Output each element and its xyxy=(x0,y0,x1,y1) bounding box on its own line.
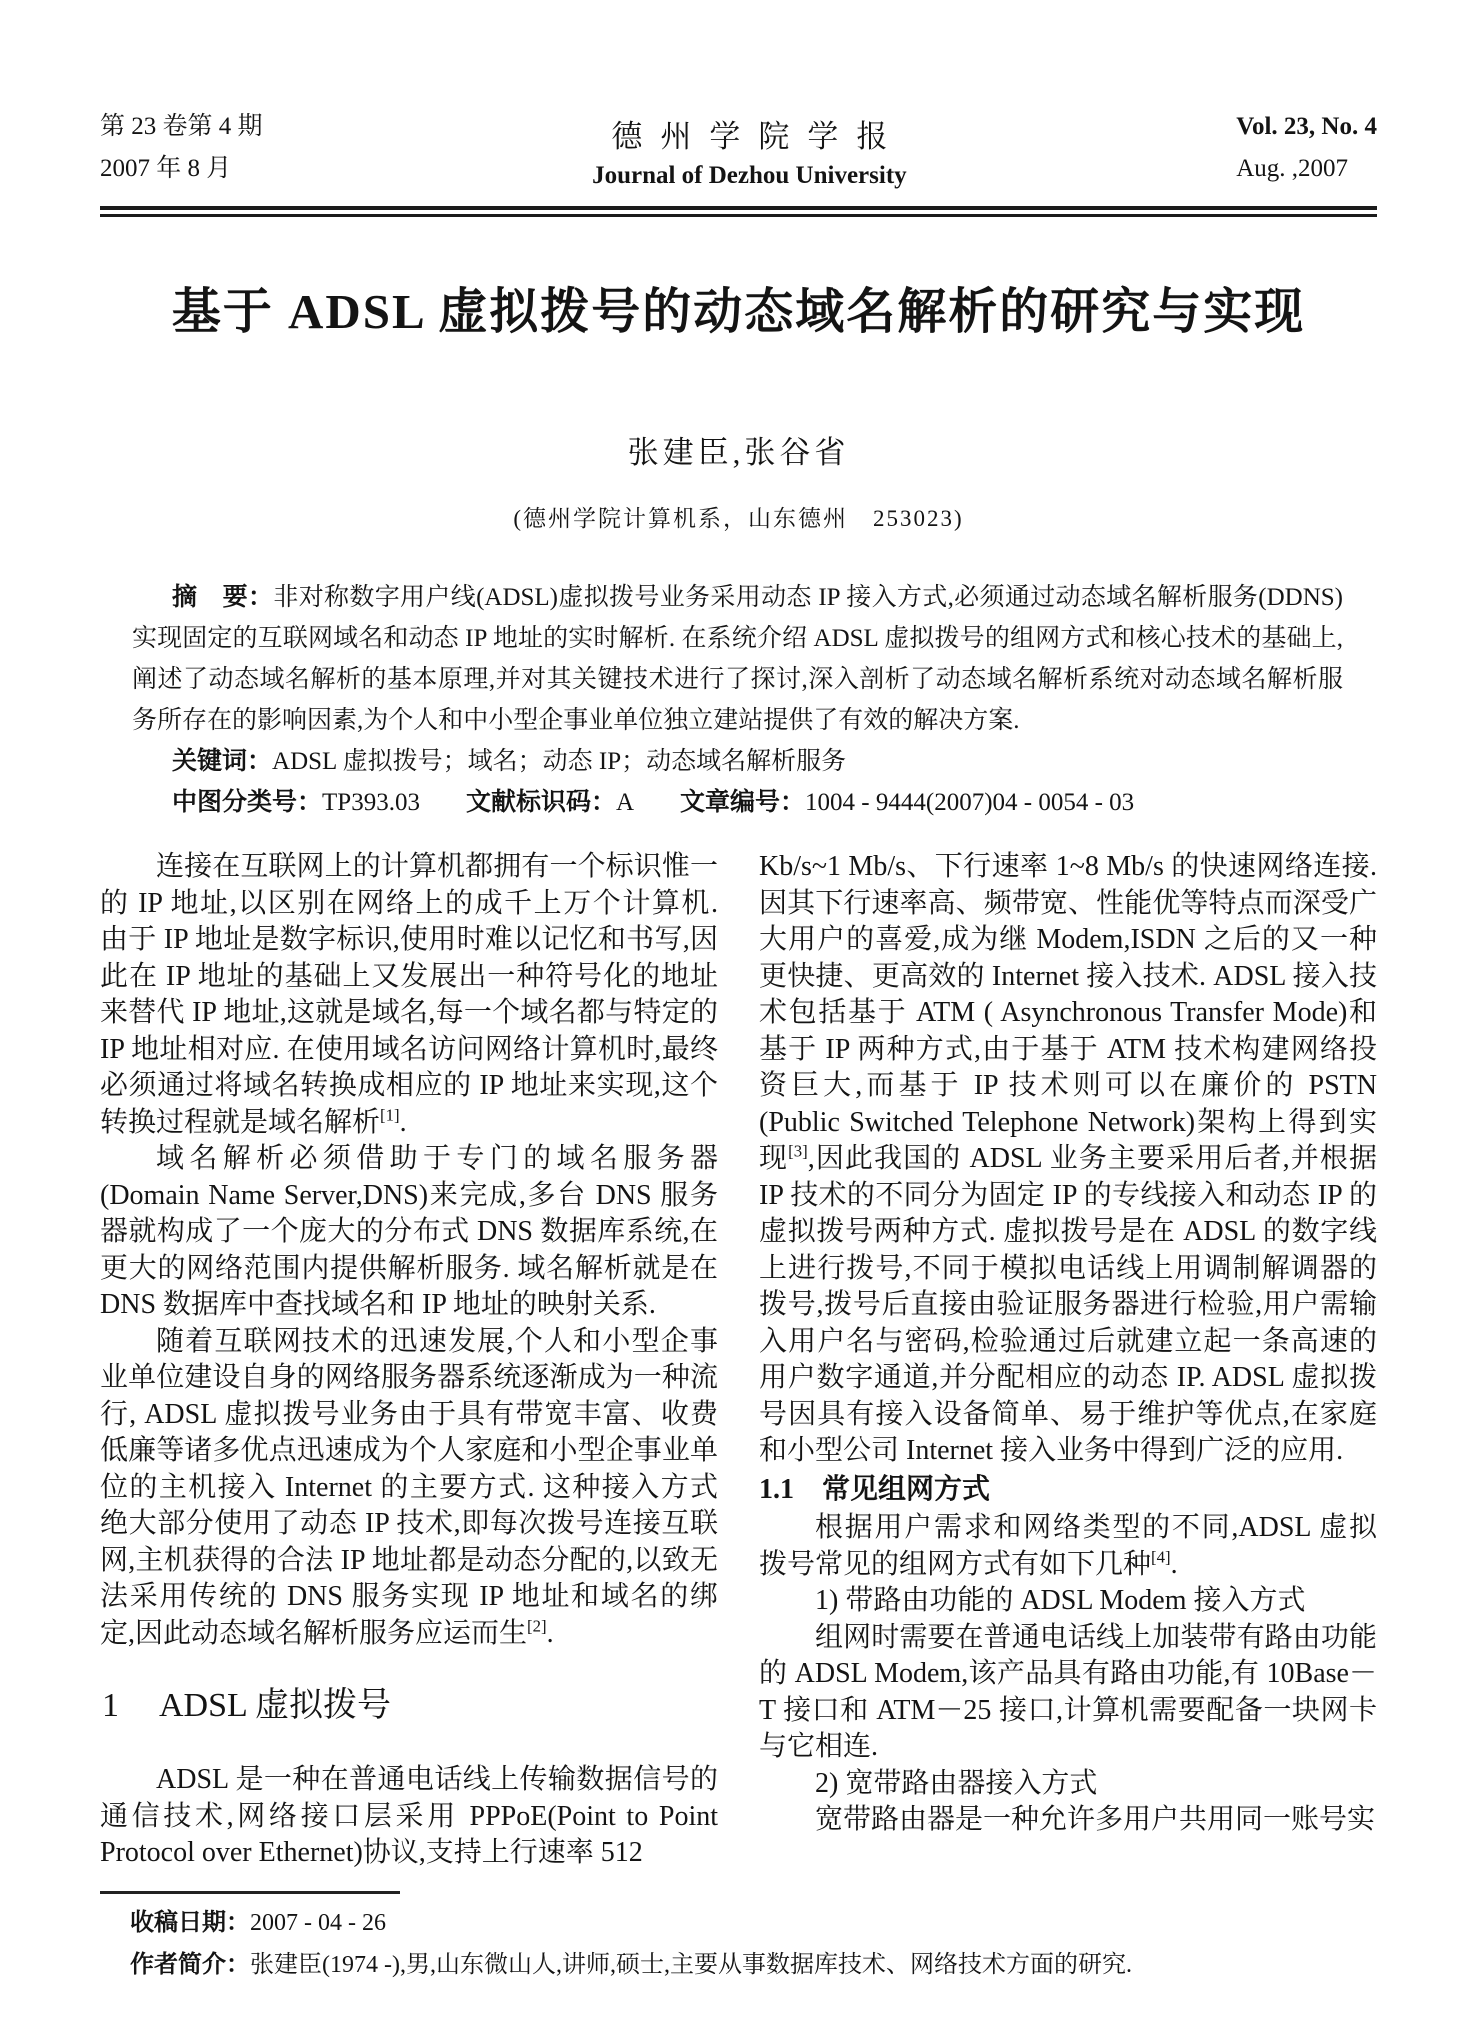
date-en: Aug. ,2007 xyxy=(1236,155,1349,182)
author-bio-line xyxy=(100,1944,1377,1986)
paragraph-router-mode: 宽带路由器是一种允许多用户共用同一账号实 xyxy=(815,1804,1376,1835)
footnote-area xyxy=(100,1891,1377,1986)
journal-name xyxy=(592,111,907,190)
article-id-value: 1004 - 9444(2007)04 - 0054 - 03 xyxy=(805,789,1135,816)
volume-issue-en: Vol. 23, No. 4 xyxy=(1236,113,1377,140)
header-issue-cn xyxy=(100,106,263,190)
paragraph-intro-ip: 连接在互联网上的计算机都拥有一个标识惟一的 IP 地址,以区别在网络上的成千上万个计算机. 由于 IP 地址是数字标识,使用时难以记忆和书写,因此在 IP 地址的基础上又发展出一种符号化的地址来替代 IP 地址,这就是域名,每一个域名都与特定的 IP 地址相对应. 在使用域名访问网络计算机时,最终必须通过将域名转换成相应的 IP 地址来实现,这个转换过程就是域名解析[1]. xyxy=(100,851,718,1138)
date-cn: 2007 年 8 月 xyxy=(100,155,232,182)
authors: 张建臣,张谷省 xyxy=(627,435,850,470)
section-heading-1-1: 1.1 常见组网方式 xyxy=(759,1473,991,1505)
section-heading-1: 1 ADSL 虚拟拨号 xyxy=(102,1687,392,1724)
received-date-line xyxy=(100,1902,1377,1944)
author-bio-text: 张建臣(1974 -),男,山东微山人,讲师,硕士,主要从事数据库技术、网络技术方面的研究. xyxy=(250,1952,1132,1978)
paragraph-adsl-intro: ADSL 是一种在普通电话线上传输数据信号的通信技术,网络接口层采用 PPPoE(Point to Point Protocol over Ethernet)协议,支持上行速率 512 xyxy=(100,1764,718,1868)
doc-code-value: A xyxy=(615,789,635,816)
paragraph-networking-modes: 根据用户需求和网络类型的不同,ADSL 虚拟拨号常见的组网方式有如下几种[4]. xyxy=(759,1512,1377,1580)
body-columns xyxy=(100,849,1377,1872)
paragraph-dynamic-ip: 随着互联网技术的迅速发展,个人和小型企事业单位建设自身的网络服务器系统逐渐成为一种流行, ADSL 虚拟拨号业务由于具有带宽丰富、收费低廉等诸多优点迅速成为个人家庭和小型企事业单位的主机接入 Internet 的主要方式. 这种接入方式绝大部分使用了动态 IP 技术,即每次拨号连接互联网,主机获得的合法 IP 地址都是动态分配的,以致无法采用传统的 DNS 服务实现 IP 地址和域名的绑定,因此动态域名解析服务应运而生[2]. xyxy=(100,1325,718,1649)
list-item-2: 2) 宽带路由器接入方式 xyxy=(815,1767,1098,1799)
header-issue-en xyxy=(1236,106,1377,190)
right-column xyxy=(759,849,1377,1872)
affiliation: (德州学院计算机系，山东德州 253023) xyxy=(513,506,964,531)
clc-label: 中图分类号： xyxy=(172,789,323,816)
received-date-label: 收稿日期： xyxy=(130,1910,250,1936)
list-item-1: 1) 带路由功能的 ADSL Modem 接入方式 xyxy=(815,1585,1306,1616)
volume-issue-cn: 第 23 卷第 4 期 xyxy=(100,113,263,140)
article-id-label: 文章编号： xyxy=(680,789,806,816)
paragraph-dns: 域名解析必须借助于专门的域名服务器(Domain Name Server,DNS)来完成,多台 DNS 服务器就构成了一个庞大的分布式 DNS 数据库系统,在更大的网络范围内提供解析服务. 域名解析就是在 DNS 数据库中查找域名和 IP 地址的映射关系. xyxy=(100,1143,718,1320)
journal-name-cn: 德州学院学报 xyxy=(611,119,906,154)
abstract-block xyxy=(132,577,1343,823)
paragraph-modem-mode: 组网时需要在普通电话线上加装带有路由功能的 ADSL Modem,该产品具有路由功能,有 10Base－T 接口和 ATM－25 接口,计算机需要配备一块网卡与它相连. xyxy=(759,1621,1377,1762)
footnote-divider xyxy=(100,1891,400,1894)
author-bio-label: 作者简介： xyxy=(130,1952,250,1978)
keywords-label: 关键词： xyxy=(172,748,273,775)
header-divider xyxy=(100,206,1377,217)
doc-code-label: 文献标识码： xyxy=(465,789,616,816)
abstract-label: 摘 要： xyxy=(172,584,274,611)
clc-value: TP393.03 xyxy=(322,789,420,816)
journal-header xyxy=(100,106,1377,190)
journal-name-en: Journal of Dezhou University xyxy=(592,162,907,189)
abstract-text: 非对称数字用户线(ADSL)虚拟拨号业务采用动态 IP 接入方式,必须通过动态域名解析服务(DDNS)实现固定的互联网域名和动态 IP 地址的实时解析. 在系统介绍 ADSL 虚拟拨号的组网方式和核心技术的基础上,阐述了动态域名解析的基本原理,并对其关键技术进行了探讨,深入剖析了动态域名解析系统对动态域名解析服务所存在的影响因素,为个人和中小型企事业单位独立建站提供了有效的解决方案. xyxy=(132,584,1343,734)
keywords-text: ADSL 虚拟拨号；域名；动态 IP；动态域名解析服务 xyxy=(272,748,847,775)
paragraph-adsl-continued: Kb/s~1 Mb/s、下行速率 1~8 Mb/s 的快速网络连接. 因其下行速率高、频带宽、性能优等特点而深受广大用户的喜爱,成为继 Modem,ISDN 之后的又一种更快捷、更高效的 Internet 接入技术. ADSL 接入技术包括基于 ATM ( Asynchronous Transfer Mode)和基于 IP 两种方式,由于基于 ATM 技术构建网络投资巨大,而基于 IP 技术则可以在廉价的 PSTN (Public Switched Telephone Network)架构上得到实现[3],因此我国的 ADSL 业务主要采用后者,并根据 IP 技术的不同分为固定 IP 的专线接入和动态 IP 的虚拟拨号两种方式. 虚拟拨号是在 ADSL 的数字线上进行拨号,不同于模拟电话线上用调制解调器的拨号,拨号后直接由验证服务器进行检验,用户需输入用户名与密码,检验通过后就建立起一条高速的用户数字通道,并分配相应的动态 IP. ADSL 虚拟拨号因具有接入设备简单、易于维护等优点,在家庭和小型公司 Internet 接入业务中得到广泛的应用. xyxy=(759,851,1377,1466)
keywords-line xyxy=(132,741,1343,782)
left-column xyxy=(100,849,718,1872)
received-date-value: 2007 - 04 - 26 xyxy=(250,1910,386,1936)
article-meta-line xyxy=(132,782,1343,823)
abstract-paragraph xyxy=(132,577,1343,741)
page-title: 基于 ADSL 虚拟拨号的动态域名解析的研究与实现 xyxy=(171,284,1306,339)
